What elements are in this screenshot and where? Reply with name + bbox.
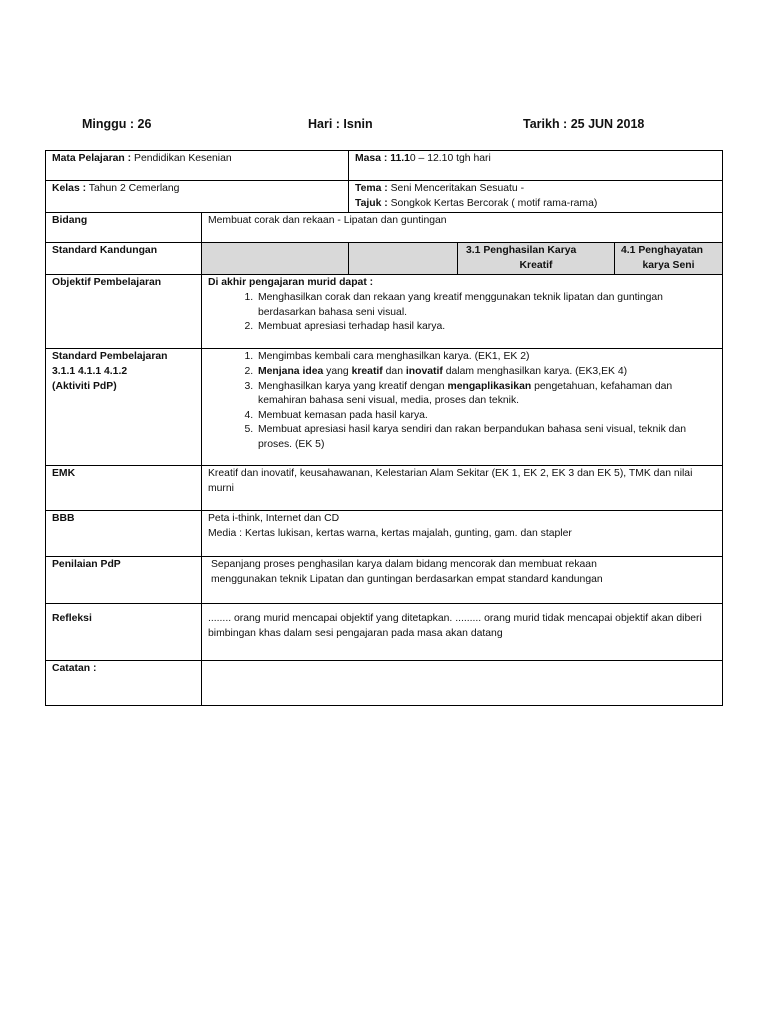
aktiviti-cell	[202, 349, 723, 466]
row-class-theme	[46, 181, 723, 213]
catatan-value	[202, 661, 723, 706]
theme-label: Tema :	[355, 183, 388, 194]
row-catatan	[46, 661, 723, 706]
standard-codes: 3.1.1 4.1.1 4.1.2	[52, 365, 128, 377]
topic-label: Tajuk :	[355, 197, 388, 209]
theme-cell	[349, 181, 723, 213]
subject-label: Mata Pelajaran :	[52, 153, 132, 164]
time-value-bold: 11.1	[390, 153, 410, 164]
time-cell	[349, 151, 723, 181]
emk-value: Kreatif dan inovatif, keusahawanan, Kelestarian Alam Sekitar (EK 1, EK 2, EK 3 dan EK 5), TMK dan nilai murni	[202, 466, 723, 511]
list-item: 1. Mengimbas kembali cara menghasilkan karya. (EK1, EK 2)	[256, 350, 716, 365]
penilaian-label: Penilaian PdP	[46, 557, 202, 604]
standard-kandungan-label: Standard Kandungan	[46, 243, 202, 275]
sk-empty-cell-2	[349, 243, 458, 275]
bbb-line-1: Peta i-think, Internet dan CD	[208, 513, 340, 525]
class-value: Tahun 2 Cemerlang	[88, 183, 180, 194]
aktiviti-label: (Aktiviti PdP)	[52, 380, 117, 392]
row-standard-pembelajaran	[46, 349, 723, 466]
list-item: 3. Menghasilkan karya yang kreatif dengan mengaplikasikan pengetahuan, kefahaman dan kemahiran bahasa seni visual, media, proses dan teknik.	[256, 380, 716, 409]
standard-pembelajaran-label: Standard Pembelajaran	[52, 351, 168, 363]
penilaian-line-2: menggunakan teknik Lipatan dan guntingan berdasarkan empat standard kandungan	[211, 573, 603, 585]
sk-empty-cell-1	[202, 243, 349, 275]
list-item: 4. Membuat kemasan pada hasil karya.	[256, 409, 716, 424]
class-label: Kelas :	[52, 183, 87, 194]
date-label: Tarikh : 25 JUN 2018	[523, 117, 645, 131]
standard-pembelajaran-cell	[46, 349, 202, 466]
penilaian-line-1: Sepanjang proses penghasilan karya dalam bidang mencorak dan membuat rekaan	[211, 559, 597, 571]
row-objektif	[46, 275, 723, 349]
list-item: 5. Membuat apresiasi hasil karya sendiri dan rakan berpandukan bahasa seni visual, teknik dan proses. (EK 5)	[256, 423, 716, 452]
list-item: 2. Membuat apresiasi terhadap hasil karya.	[256, 320, 716, 335]
objektif-list	[208, 291, 716, 335]
topic-value: Songkok Kertas Bercorak ( motif rama-rama)	[390, 197, 598, 209]
bidang-value: Membuat corak dan rekaan - Lipatan dan guntingan	[202, 213, 723, 243]
subject-cell	[46, 151, 349, 181]
row-standard-kandungan	[46, 243, 723, 275]
row-refleksi	[46, 604, 723, 661]
day-label: Hari : Isnin	[308, 117, 373, 131]
sk-penghasilan-karya: 3.1 Penghasilan Karya Kreatif	[458, 243, 615, 275]
refleksi-label: Refleksi	[46, 604, 202, 661]
subject-value: Pendidikan Kesenian	[134, 153, 232, 164]
sk-penghayatan-karya: 4.1 Penghayatan karya Seni	[615, 243, 723, 275]
bbb-cell	[202, 511, 723, 557]
list-item: 1. Menghasilkan corak dan rekaan yang kreatif menggunakan teknik lipatan dan guntingan berdasarkan bahasa seni visual.	[256, 291, 716, 320]
objektif-label: Objektif Pembelajaran	[46, 275, 202, 349]
week-label: Minggu : 26	[82, 117, 152, 131]
objektif-cell	[202, 275, 723, 349]
row-bidang	[46, 213, 723, 243]
objektif-intro: Di akhir pengajaran murid dapat :	[208, 277, 374, 289]
bbb-line-2: Media : Kertas lukisan, kertas warna, kertas majalah, gunting, gam. dan stapler	[208, 527, 572, 539]
row-bbb	[46, 511, 723, 557]
theme-value: Seni Menceritakan Sesuatu -	[390, 183, 525, 194]
bidang-label: Bidang	[46, 213, 202, 243]
row-penilaian	[46, 557, 723, 604]
time-value: 0 – 12.10 tgh hari	[409, 153, 491, 164]
aktiviti-list	[208, 350, 716, 452]
time-label: Masa :	[355, 153, 388, 164]
list-item: 2. Menjana idea yang kreatif dan inovatif dalam menghasilkan karya. (EK3,EK 4)	[256, 365, 716, 380]
penilaian-cell	[202, 557, 723, 604]
catatan-label: Catatan :	[46, 661, 202, 706]
row-emk	[46, 466, 723, 511]
lesson-plan-table	[45, 150, 723, 706]
bbb-label: BBB	[46, 511, 202, 557]
emk-label: EMK	[46, 466, 202, 511]
refleksi-value: ........ orang murid mencapai objektif yang ditetapkan. ......... orang murid tidak mencapai objektif akan diberi bimbingan khas dalam sesi pengajaran pada masa akan datang	[202, 604, 723, 661]
class-cell	[46, 181, 349, 213]
row-subject-time	[46, 151, 723, 181]
